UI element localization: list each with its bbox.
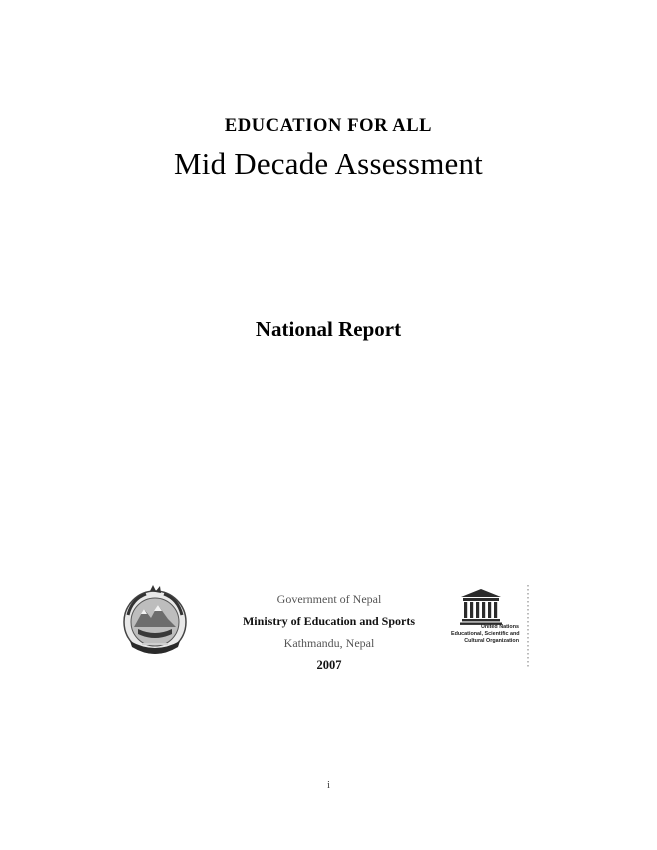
unesco-line-1: United Nations xyxy=(480,624,519,630)
publisher-block xyxy=(200,588,458,676)
unesco-caption xyxy=(451,624,519,645)
unesco-line-3: Cultural Organization xyxy=(464,638,519,644)
cover-subtitle: National Report xyxy=(255,317,402,341)
unesco-line-2: Educational, Scientific and xyxy=(451,631,520,637)
cover-title: Mid Decade Assessment xyxy=(174,146,483,181)
publication-year: 2007 xyxy=(316,658,342,672)
publication-location: Kathmandu, Nepal xyxy=(283,636,375,650)
nepal-coat-of-arms-icon xyxy=(120,585,190,659)
government-name: Government of Nepal xyxy=(276,592,382,606)
page-number: i xyxy=(326,779,331,791)
ministry-name: Ministry of Education and Sports xyxy=(242,614,416,628)
cover-kicker: EDUCATION FOR ALL xyxy=(224,116,433,136)
